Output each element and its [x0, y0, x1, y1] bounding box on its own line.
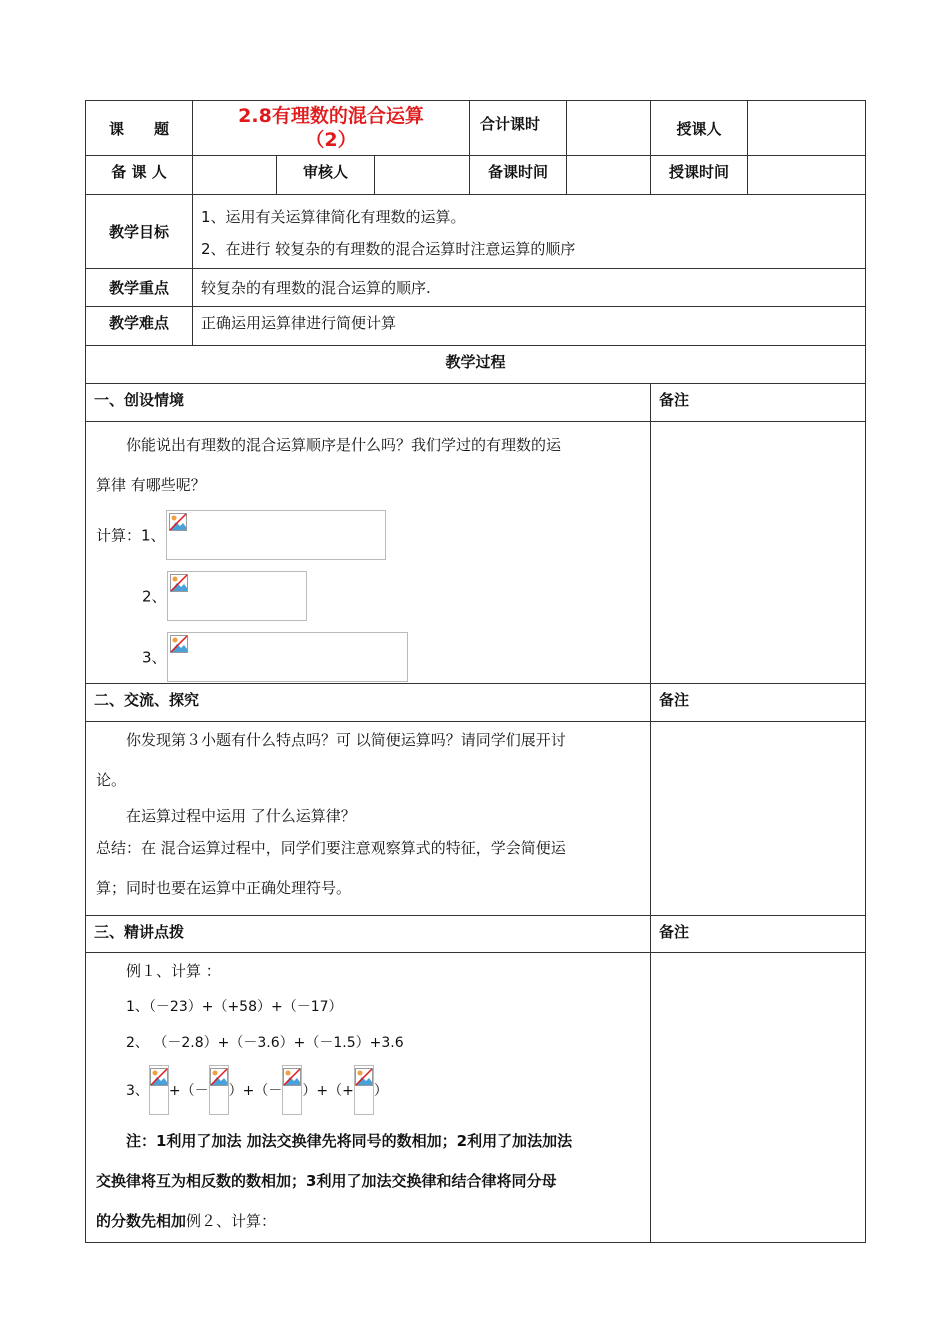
formula-image — [167, 571, 307, 621]
broken-image-icon — [170, 635, 188, 653]
line3-prefix: 3、 — [126, 1083, 149, 1099]
line3-op: +（－ — [168, 1083, 209, 1099]
section1-body — [86, 422, 651, 684]
difficulties-text: 正确运用运算律进行简便计算 — [193, 307, 866, 346]
calc-row-2 — [96, 571, 640, 621]
example2-title: 例２、计算： — [186, 1212, 277, 1230]
section2-remark-value — [651, 722, 866, 916]
section1-title: 一、创设情境 — [86, 384, 651, 422]
example1-line3 — [96, 1063, 640, 1117]
section1-para: 算律 有哪些呢？ — [96, 476, 206, 494]
goal-item: 2、在进行 较复杂的有理数的混合运算时注意运算的顺序 — [201, 239, 576, 258]
fraction-image — [354, 1065, 374, 1115]
line3-op: ） — [373, 1083, 388, 1099]
section3-remark-value — [651, 953, 866, 1243]
example1-line: 2、 （－2.8）+（－3.6）+（－1.5）+3.6 — [126, 1035, 404, 1051]
calc-row-1 — [96, 510, 640, 560]
goal-item: 1、运用有关运算律简化有理数的运算。 — [201, 207, 466, 226]
topic-title-line2: （2） — [305, 129, 357, 151]
section1-remark-value — [651, 422, 866, 684]
line3-op: ）+（－ — [228, 1083, 283, 1099]
note-line: 的分数先相加 — [96, 1212, 187, 1230]
broken-image-icon — [169, 513, 187, 531]
topic-title-line1: 2.8有理数的混合运算 — [238, 105, 424, 127]
section2-summary: 总结：在 混合运算过程中，同学们要注意观察算式的特征，学会简便运 — [96, 839, 566, 857]
topic-label: 课 题 — [86, 101, 193, 156]
broken-image-icon — [283, 1068, 301, 1086]
fraction-image — [149, 1065, 169, 1115]
section2-remark-label: 备注 — [651, 684, 866, 722]
reviewer-label: 审核人 — [277, 156, 375, 195]
section2-para: 在运算过程中运用 了什么运算律？ — [126, 807, 356, 825]
reviewer-value — [375, 156, 470, 195]
prep-time-value — [567, 156, 651, 195]
fraction-image — [209, 1065, 229, 1115]
lecture-time-value — [748, 156, 866, 195]
broken-image-icon — [170, 574, 188, 592]
section2-body — [86, 722, 651, 916]
calc-item-label: 2、 — [142, 587, 167, 606]
preparer-value — [193, 156, 277, 195]
lecturer-label: 授课人 — [651, 101, 748, 156]
section2-summary: 算；同时也要在运算中正确处理符号。 — [96, 879, 352, 897]
section2-title: 二、交流、探究 — [86, 684, 651, 722]
section1-para: 你能说出有理数的混合运算顺序是什么吗？我们学过的有理数的运 — [126, 436, 562, 454]
calc-row-3 — [96, 632, 640, 682]
line3-op: ）+（+ — [302, 1083, 354, 1099]
topic-title — [193, 101, 470, 156]
total-hours-label: 合计课时 — [470, 101, 567, 156]
note-line: 注：1利用了加法 加法交换律先将同号的数相加；2利用了加法加法 — [126, 1132, 573, 1150]
total-hours-value — [567, 101, 651, 156]
section2-para: 你发现第３小题有什么特点吗？可 以简便运算吗？请同学们展开讨 — [126, 731, 566, 749]
preparer-label: 备 课 人 — [86, 156, 193, 195]
difficulties-label: 教学难点 — [86, 307, 193, 346]
section3-title: 三、精讲点拨 — [86, 916, 651, 953]
formula-image — [167, 632, 408, 682]
lecturer-value — [748, 101, 866, 156]
example1-line: 1、（－23）+（+58）+（－17） — [126, 999, 343, 1015]
goals-label: 教学目标 — [86, 195, 193, 269]
broken-image-icon — [210, 1068, 228, 1086]
note-line: 交换律将互为相反数的数相加；3利用了加法交换律和结合律将同分母 — [96, 1172, 557, 1190]
section3-remark-label: 备注 — [651, 916, 866, 953]
lesson-plan — [85, 100, 865, 1243]
broken-image-icon — [150, 1068, 168, 1086]
goals-content — [193, 195, 866, 269]
section3-body — [86, 953, 651, 1243]
prep-time-label: 备课时间 — [470, 156, 567, 195]
fraction-image — [282, 1065, 302, 1115]
key-points-text: 较复杂的有理数的混合运算的顺序. — [193, 269, 866, 307]
formula-image — [166, 510, 386, 560]
broken-image-icon — [355, 1068, 373, 1086]
key-points-label: 教学重点 — [86, 269, 193, 307]
example1-title: 例１、计算 ： — [126, 962, 221, 980]
lecture-time-label: 授课时间 — [651, 156, 748, 195]
process-title: 教学过程 — [86, 346, 866, 384]
lesson-plan-table — [85, 100, 866, 1243]
section2-para: 论。 — [96, 771, 127, 789]
section1-remark-label: 备注 — [651, 384, 866, 422]
calc-item-label: 3、 — [142, 648, 167, 667]
calc-label: 计算：1、 — [96, 526, 166, 545]
